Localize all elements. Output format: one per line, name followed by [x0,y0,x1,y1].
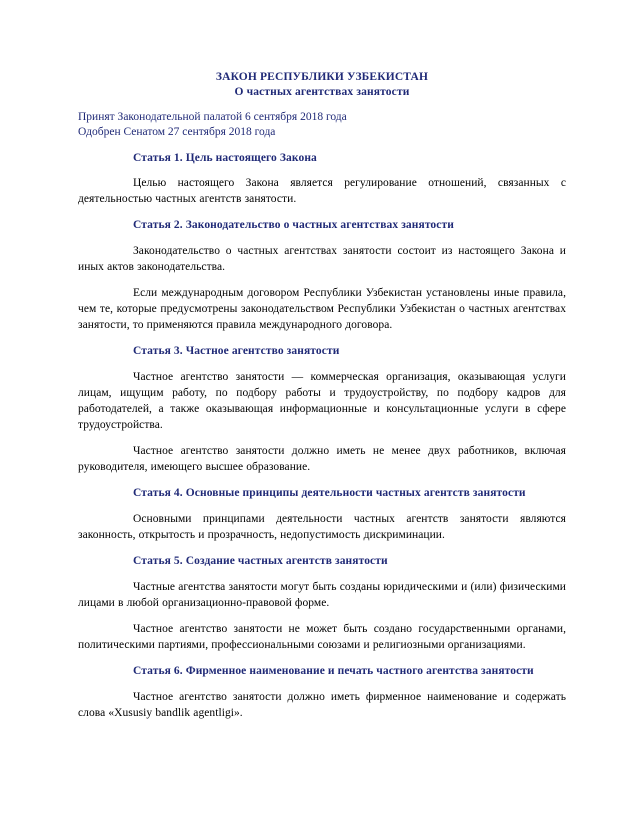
article-5-paragraph-1: Частные агентства занятости могут быть созданы юридическими и (или) физическими лицами в любой организационно-правовой форме. [78,581,566,609]
article-6-paragraph-1: Частное агентство занятости должно иметь фирменное наименование и содержать слова «Xususiy bandlik agentligi». [78,691,566,719]
enactment-block [78,110,566,140]
article-2-paragraph-2: Если международным договором Республики Узбекистан установлены иные правила, чем те, которые предусмотрены законодательством Республики Узбекистан о частных агентствах занятости, то применяются правила международного договора. [78,287,566,331]
article-heading-2: Статья 2. Законодательство о частных агентствах занятости [133,219,454,231]
article-5-paragraph-2: Частное агентство занятости не может быть создано государственными органами, политическими партиями, профессиональными союзами и религиозными организациями. [78,623,566,651]
article-3-paragraph-1: Частное агентство занятости — коммерческая организация, оказывающая услуги лицам, ищущим работу, по подбору работы и трудоустройству, по подбору кадров для работодателей, а также оказывающая информационные и консультационные услуги в сфере трудоустройства. [78,371,566,431]
document-title-line-2: О частных агентствах занятости [234,86,410,98]
article-heading-6: Статья 6. Фирменное наименование и печать частного агентства занятости [133,665,534,677]
approved-by-senate: Одобрен Сенатом 27 сентября 2018 года [78,126,276,138]
article-heading-3: Статья 3. Частное агентство занятости [133,345,340,357]
article-4-paragraph-1: Основными принципами деятельности частных агентств занятости являются законность, открытость и прозрачность, недопустимость дискриминации. [78,513,566,541]
article-heading-4: Статья 4. Основные принципы деятельности частных агентств занятости [133,487,526,499]
article-2-paragraph-1: Законодательство о частных агентствах занятости состоит из настоящего Закона и иных актов законодательства. [78,245,566,273]
enacted-by-lower-house: Принят Законодательной палатой 6 сентября 2018 года [78,111,347,123]
article-heading-1: Статья 1. Цель настоящего Закона [133,152,317,164]
document-title-line-1: ЗАКОН РЕСПУБЛИКИ УЗБЕКИСТАН [215,71,429,83]
document-title [78,70,566,100]
article-3-paragraph-2: Частное агентство занятости должно иметь не менее двух работников, включая руководителя, имеющего высшее образование. [78,445,566,473]
article-heading-5: Статья 5. Создание частных агентств занятости [133,555,388,567]
article-1-paragraph-1: Целью настоящего Закона является регулирование отношений, связанных с деятельностью частных агентств занятости. [78,177,566,205]
